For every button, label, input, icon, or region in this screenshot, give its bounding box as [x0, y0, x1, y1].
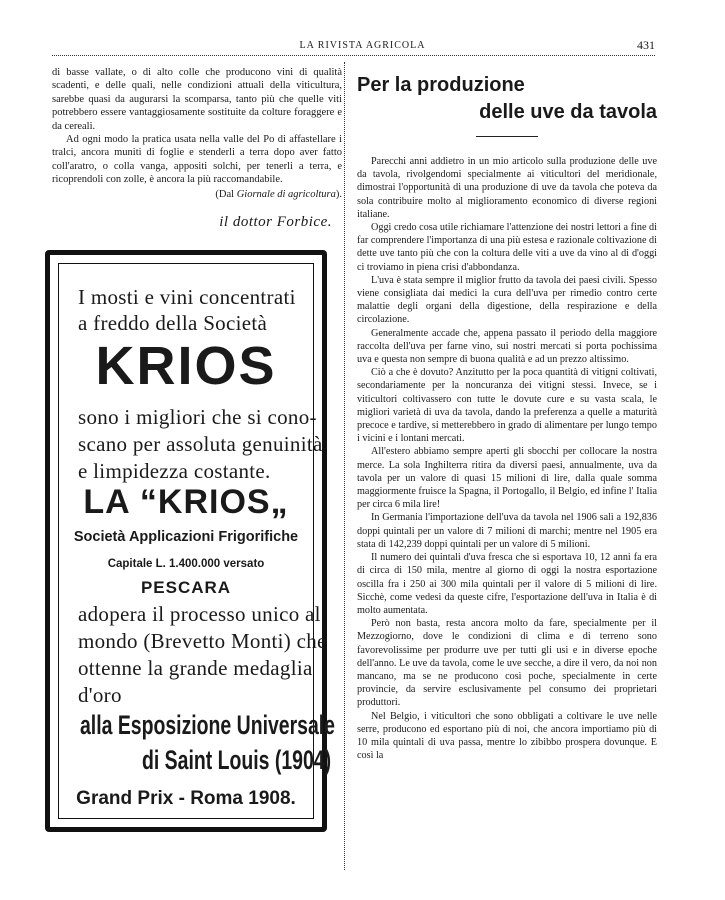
article-title-line-2: delle uve da tavola: [479, 101, 657, 123]
header-rule: [52, 55, 655, 56]
source-journal: Giornale di agricoltura: [236, 188, 336, 200]
article-paragraph-1: Parecchi anni addietro in un mio articolo sulla produzione delle uve da tavola, rivolgendomi specialmente ai viticultori del meridionale, dimostrai l'opportunità di una produzione di uve da tavola che poteva da sola contribuire molto al miglioramento economico di diverse regioni italiane.: [357, 156, 657, 220]
ad-expo-line-1: alla Esposizione Universale: [80, 710, 335, 740]
page-number: 431: [637, 38, 655, 52]
page-header-title: LA RIVISTA AGRICOLA: [299, 40, 426, 51]
article-title-line-1: Per la produzione: [357, 74, 525, 96]
source-suffix: ).: [335, 188, 342, 200]
ad-city: PESCARA: [140, 578, 232, 597]
ad-grand-prix: Grand Prix - Roma 1908.: [76, 788, 296, 809]
column-divider: [344, 62, 345, 870]
article-paragraph-10: Nel Belgio, i viticultori che sono obbligati a coltivare le uve nelle serre, producono ed esportano più di noi, che ancora importiamo più di 10 mila quintali di uva passa, mentre lo zibibbo prospera dovunque. E così la: [357, 710, 657, 762]
article-paragraph-7: In Germania l'importazione dell'uva da tavola nel 1906 salì a 192,836 doppi quintali per un valore di 7 milioni di marchi; mentre nel 1905 era stata di 142,239 doppi quintali per un valore di 5 milioni.: [357, 512, 657, 550]
article-paragraph-4: Generalmente accade che, appena passato il periodo della maggiore raccolta dell'uva per farne vino, sui nostri mercati si porta pochissima uva e questa non sempre di buona qualità e ad un prezzo altissimo.: [357, 327, 657, 366]
ad-line-3: sono i migliori che si cono-: [78, 405, 317, 429]
ad-brand: KRIOS: [95, 336, 277, 396]
ad-company-desc: Società Applicazioni Frigorifiche: [73, 529, 299, 545]
article-paragraph-5: Ciò a che è dovuto? Anzitutto per la poca quantità di vitigni coltivati, secondariamente per la noncuranza dei vitigni stessi. Invece, se i viticultori coltivassero con tutte le dovute cure e su vasta scala, le migliori varietà di uva da tavola, dando la preferenza a quelle a maturità precoce e tardive, si metterebbero in grado di alimentare per lungo tempo i vicini e i lontani mercati.: [357, 367, 657, 445]
ad-line-8: ottenne la grande medaglia: [78, 656, 313, 680]
article-paragraph-2: Oggi credo cosa utile richiamare l'attenzione dei nostri lettori a fine di far comprendere l'importanza di una più estesa e razionale coltivazione di dette uve tanto più che con la coltura delle viti a uve da vino al di d'oggi ci troviamo in piena crisi d'abbondanza.: [357, 222, 657, 273]
left-paragraph-2: Ad ogni modo la pratica usata nella valle del Po di affastellare i tralci, ancora muniti di foglie e stenderli a terra dopo aver fatto coll'aratro, o colla vanga, appositi solchi, per tenerli a terra, e ricoprendoli con zolle, è ancora la più raccomandabile.: [52, 134, 342, 186]
advertisement-box: [45, 250, 335, 832]
ad-line-1: I mosti e vini concentrati: [78, 285, 296, 309]
ad-capital: Capitale L. 1.400.000 versato: [107, 558, 265, 570]
ad-line-4: scano per assoluta genuinità: [78, 432, 323, 456]
ad-line-9: d'oro: [78, 683, 122, 707]
left-paragraph-1: di basse vallate, o di alto colle che producono vini di qualità scadenti, e delle quali, nelle condizioni attuali della viticultura, sarebbe quasi da augurarsi la scomparsa, tanto più che quelle viti potrebbero essere vantaggiosamente sostituite da colture foraggere e da cereali.: [52, 67, 342, 132]
right-column: [357, 70, 657, 762]
ad-line-6: adopera il processo unico al: [78, 602, 321, 626]
left-column: [52, 66, 342, 231]
ad-company-name: LA “KRIOS„: [83, 483, 289, 521]
ad-expo-line-2: di Saint Louis (1904): [142, 745, 332, 775]
ad-line-2: a freddo della Società: [78, 311, 268, 335]
ad-line-5: e limpidezza costante.: [78, 459, 271, 483]
article-paragraph-6: All'estero abbiamo sempre aperti gli sbocchi per collocare la nostra merce. La sola Inghilterra ritira da diversi paesi, annualmente, uva da tavola per un valore di quasi 15 milioni di lire, dalla quale somma maggiormente fruisce la Spagna, il Portogallo, il Belgio, ed infine l' Italia per circa 6 mila lire!: [357, 446, 657, 511]
article-paragraph-8: Il numero dei quintali d'uva fresca che si esportava 10, 12 anni fa era di circa di 150 mila, mentre al giorno di oggi la nostra esportazione oscilla fra i 250 ai 300 mila quintali per il valore di 5 milioni di lire. Sicchè, come vedesi da queste cifre, l'esportazione dell'uva in Italia è di molto aumentata.: [357, 552, 657, 616]
article-paragraph-3: L'uva è stata sempre il miglior frutto da tavola dei paesi civili. Spesso viene consigliata dai medici la cura dell'uva per rimedio contro certe malattie degli organi della digestione, della respirazione e della circolazione.: [357, 274, 657, 326]
source-citation: [52, 189, 342, 200]
signature: il dottor Forbice.: [219, 213, 332, 230]
title-rule: [476, 136, 538, 137]
ad-line-7: mondo (Brevetto Monti) che: [78, 629, 327, 653]
source-prefix: (Dal: [215, 188, 237, 200]
article-paragraph-9: Però non basta, resta ancora molto da fare, specialmente per il Mezzogiorno, dove le condizioni di clima e di terreno sono favorevolissime per produrre uve per tutti gli usi e in diverse epoche dell'anno. Le uve da tavola, come le uve secche, a dire il vero, da noi non mancano, ma se ne producono così poche, specialmente in certe provincie, da servire esclusivamente pel consumo dei proprietari produttori.: [357, 618, 657, 709]
